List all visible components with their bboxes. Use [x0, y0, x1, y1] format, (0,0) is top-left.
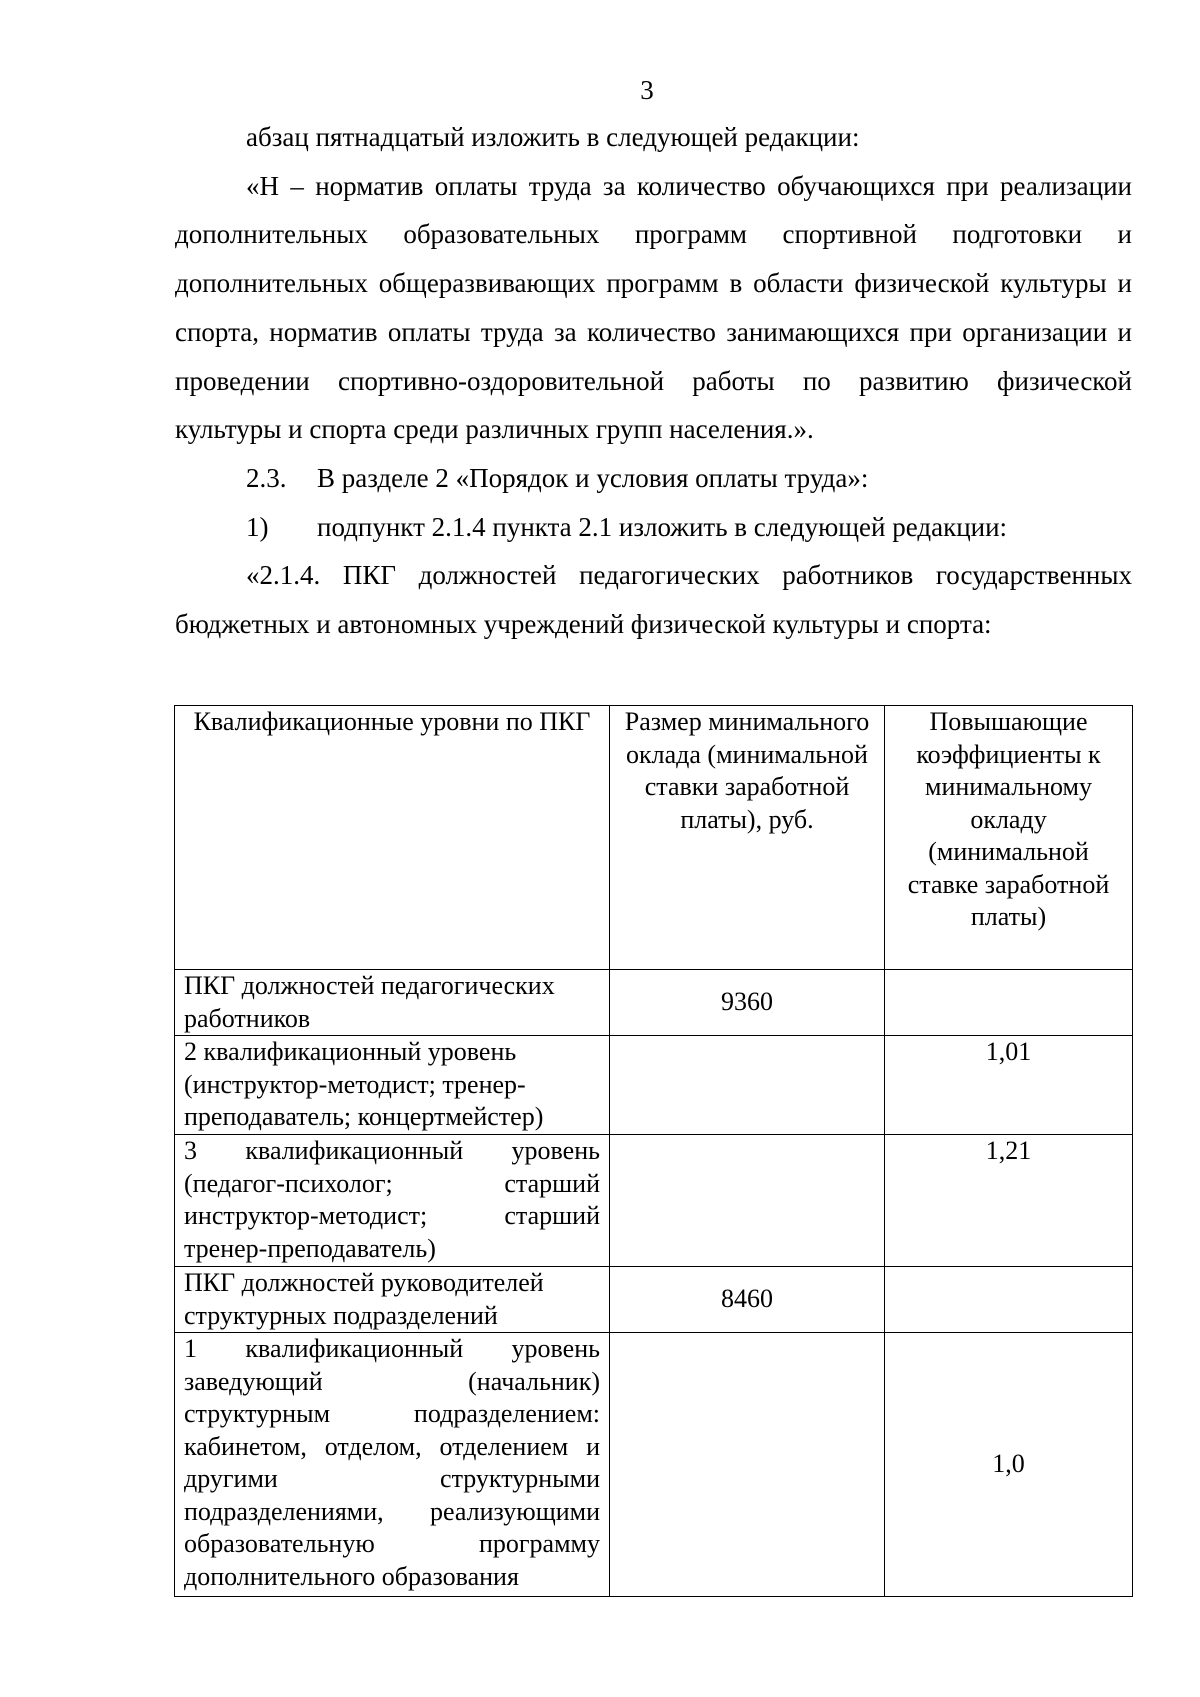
cell-level: ПКГ должностей педагогических работников	[175, 970, 610, 1036]
header-qualification-levels: Квалификационные уровни по ПКГ	[175, 706, 610, 970]
table-row	[175, 1333, 1133, 1597]
header-coefficients: Повышающие коэффициенты к минимальному окладу (минимальной ставке заработной платы)	[885, 706, 1133, 970]
cell-salary: 8460	[610, 1267, 885, 1333]
document-body	[175, 113, 1132, 649]
cell-coefficient	[885, 1267, 1133, 1333]
header-min-salary: Размер минимального оклада (минимальной ставки заработной платы), руб.	[610, 706, 885, 970]
table-row	[175, 1036, 1133, 1135]
paragraph-norm-definition: «Н – норматив оплаты труда за количество обучающихся при реализации дополнительных образовательных программ спортивной подготовки и дополнительных общеразвивающих программ в области физической культуры и спорта, норматив оплаты труда за количество занимающихся при организации и проведении спортивно-оздоровительной работы по развитию физической культуры и спорта среди различных групп населения.».	[175, 170, 1132, 445]
page-number: 3	[640, 75, 654, 105]
item-text: В разделе 2 «Порядок и условия оплаты труда»:	[317, 462, 869, 493]
pkg-table	[174, 705, 1133, 1597]
cell-salary	[610, 1135, 885, 1267]
table-row	[175, 1267, 1133, 1333]
item-text: подпункт 2.1.4 пункта 2.1 изложить в следующей редакции:	[317, 511, 1008, 542]
cell-level: 1 квалификационный уровень заведующий (начальник) структурным подразделением: кабинетом, отделом, отделением и другими структурными подразделениями, реализующими образовательную программу дополнительного образования	[175, 1333, 610, 1597]
item-number: 1)	[246, 511, 269, 542]
paragraph-item-1	[175, 503, 1132, 552]
table-header-row	[175, 706, 1133, 970]
cell-salary	[610, 1036, 885, 1135]
item-number: 2.3.	[246, 462, 287, 493]
cell-level: ПКГ должностей руководителей структурных подразделений	[175, 1267, 610, 1333]
cell-level: 3 квалификационный уровень (педагог-психолог; старший инструктор-методист; старший тренер-преподаватель)	[175, 1135, 610, 1267]
cell-coefficient	[885, 970, 1133, 1036]
cell-coefficient: 1,21	[885, 1135, 1133, 1267]
cell-salary: 9360	[610, 970, 885, 1036]
paragraph-section-2-3	[175, 454, 1132, 503]
paragraph-abzac: абзац пятнадцатый изложить в следующей редакции:	[246, 122, 860, 152]
cell-coefficient: 1,0	[885, 1333, 1133, 1597]
table-row	[175, 1135, 1133, 1267]
paragraph-2-1-4: «2.1.4. ПКГ должностей педагогических работников государственных бюджетных и автономных учреждений физической культуры и спорта:	[175, 560, 1132, 640]
cell-coefficient: 1,01	[885, 1036, 1133, 1135]
table-row	[175, 970, 1133, 1036]
cell-salary	[610, 1333, 885, 1597]
cell-level: 2 квалификационный уровень (инструктор-методист; тренер-преподаватель; концертмейстер)	[175, 1036, 610, 1135]
